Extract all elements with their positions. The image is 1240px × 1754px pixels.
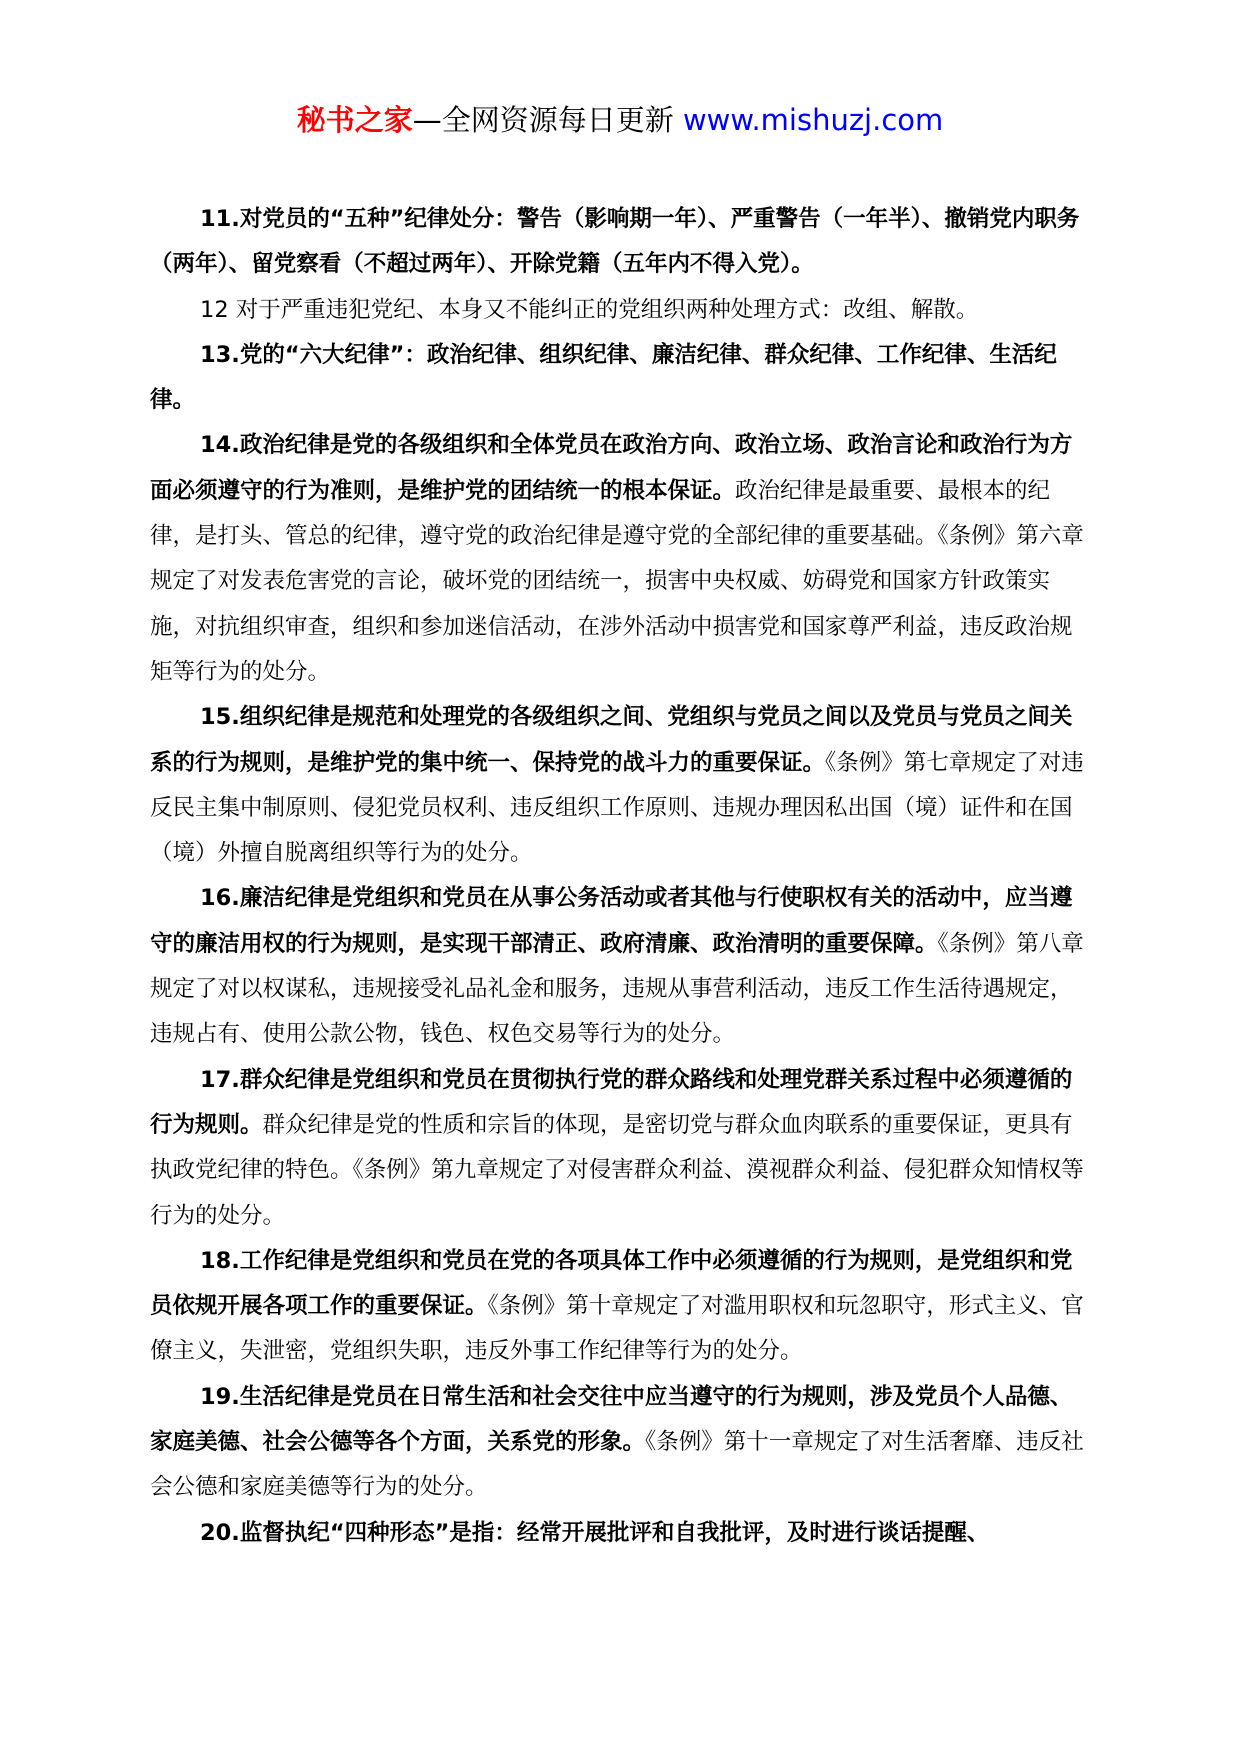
header-slogan: —全网资源每日更新: [412, 103, 674, 137]
paragraph-11: [150, 197, 1090, 288]
paragraph-text: 《条例》第七章规定了对违反民主集中制原则、侵犯党员权利、违反组织工作原则、违规办理因私出国（境）证件和在国（境）外擅自脱离组织等行为的处分。: [150, 749, 1084, 867]
page-header: [0, 100, 1240, 140]
paragraph-15: [150, 695, 1090, 876]
paragraph-bold-text: 11.对党员的“五种”纪律处分：警告（影响期一年）、严重警告（一年半）、撤销党内职务（两年）、留党察看（不超过两年）、开除党籍（五年内不得入党）。: [150, 206, 1080, 278]
paragraph-14: [150, 423, 1090, 695]
paragraph-12: [150, 288, 1090, 333]
paragraph-text: 群众纪律是党的性质和宗旨的体现，是密切党与群众血肉联系的重要保证，更具有执政党纪律的特色。《条例》第九章规定了对侵害群众利益、漠视群众利益、侵犯群众知情权等行为的处分。: [150, 1111, 1084, 1229]
paragraph-text: 《条例》第八章规定了对以权谋私，违规接受礼品礼金和服务，违规从事营利活动，违反工作生活待遇规定，违规占有、使用公款公物，钱色、权色交易等行为的处分。: [150, 930, 1084, 1048]
document-body: [150, 197, 1090, 1556]
header-brand: 秘书之家: [296, 103, 413, 137]
paragraph-18: [150, 1239, 1090, 1375]
paragraph-17: [150, 1058, 1090, 1239]
paragraph-bold-text: 20.监督执纪“四种形态”是指：经常开展批评和自我批评，及时进行谈话提醒、: [200, 1519, 990, 1546]
paragraph-text: 《条例》第十章规定了对滥用职权和玩忽职守，形式主义、官僚主义，失泄密，党组织失职，违反外事工作纪律等行为的处分。: [150, 1293, 1084, 1365]
paragraph-16: [150, 876, 1090, 1057]
paragraph-bold-text: 13.党的“六大纪律”：政治纪律、组织纪律、廉洁纪律、群众纪律、工作纪律、生活纪律。: [150, 341, 1057, 414]
paragraph-bold-text: 17.群众纪律是党组织和党员在贯彻执行党的群众路线和处理党群关系过程中必须遵循的行为规则。: [150, 1066, 1073, 1138]
paragraph-bold-text: 14.政治纪律是党的各级组织和全体党员在政治方向、政治立场、政治言论和政治行为方面必须遵守的行为准则，是维护党的团结统一的根本保证。: [150, 432, 1073, 504]
paragraph-bold-text: 16.廉洁纪律是党组织和党员在从事公务活动或者其他与行使职权有关的活动中，应当遵守的廉洁用权的行为规则，是实现干部清正、政府清廉、政治清明的重要保障。: [150, 885, 1073, 957]
paragraph-bold-text: 19.生活纪律是党员在日常生活和社会交往中应当遵守的行为规则，涉及党员个人品德、家庭美德、社会公德等各个方面，关系党的形象。: [150, 1383, 1073, 1456]
paragraph-bold-text: 18.工作纪律是党组织和党员在党的各项具体工作中必须遵循的行为规则，是党组织和党员依规开展各项工作的重要保证。: [150, 1247, 1073, 1320]
paragraph-text: 政治纪律是最重要、最根本的纪律，是打头、管总的纪律，遵守党的政治纪律是遵守党的全部纪律的重要基础。《条例》第六章规定了对发表危害党的言论，破坏党的团结统一，损害中央权威、妨碍党和国家方针政策实施，对抗组织审查，组织和参加迷信活动，在涉外活动中损害党和国家尊严利益，违反政治规矩等行为的处分。: [150, 477, 1084, 685]
paragraph-20: [150, 1511, 1090, 1556]
header-url[interactable]: www.mishuzj.com: [682, 103, 944, 137]
paragraph-bold-text: 15.组织纪律是规范和处理党的各级组织之间、党组织与党员之间以及党员与党员之间关系的行为规则，是维护党的集中统一、保持党的战斗力的重要保证。: [150, 704, 1073, 776]
paragraph-text: 12 对于严重违犯党纪、本身又不能纠正的党组织两种处理方式：改组、解散。: [200, 296, 979, 323]
paragraph-19: [150, 1375, 1090, 1511]
paragraph-13: [150, 333, 1090, 424]
paragraph-text: 《条例》第十一章规定了对生活奢靡、违反社会公德和家庭美德等行为的处分。: [150, 1429, 1084, 1501]
